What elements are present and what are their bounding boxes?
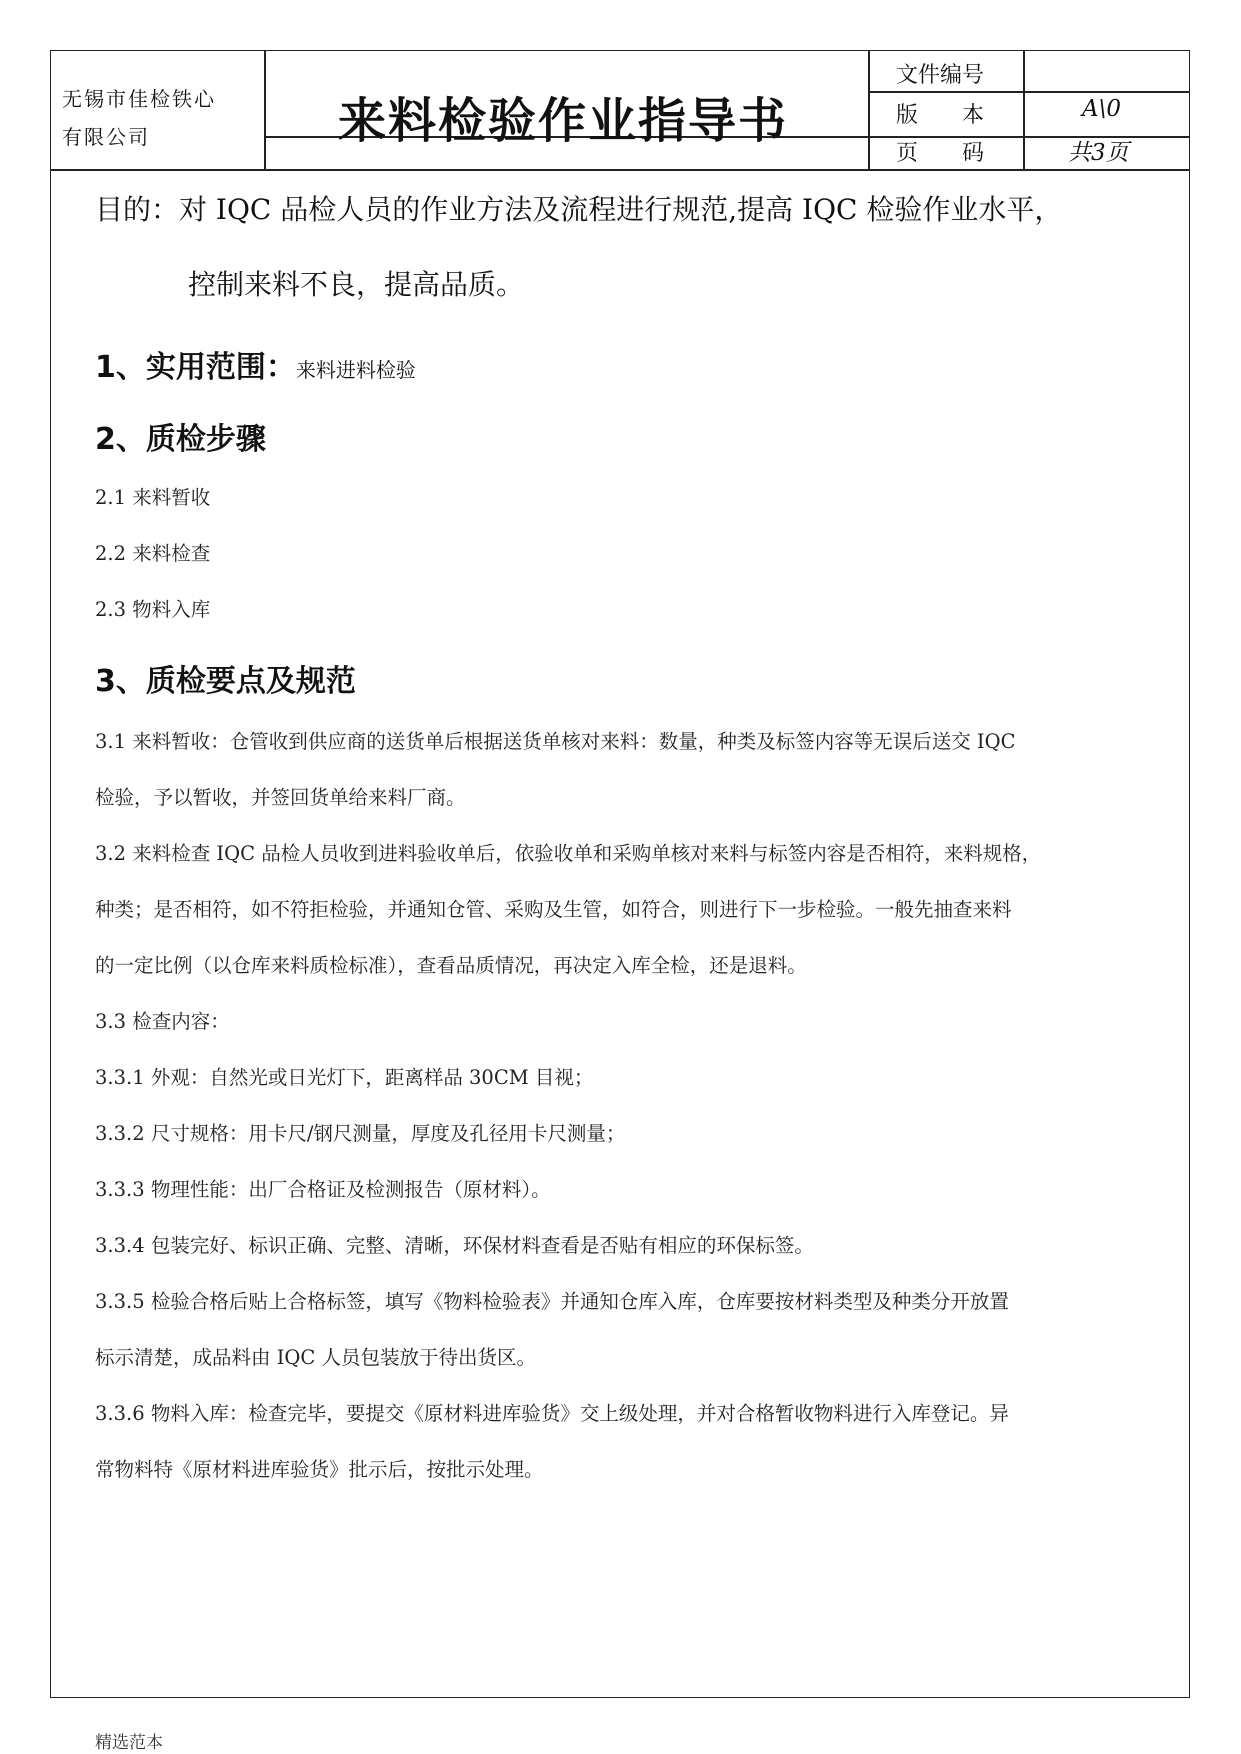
section3-heading: 3、质检要点及规范	[95, 664, 356, 699]
section3-line: 常物料特《原材料进库验货》批示后，按批示处理。	[95, 1458, 544, 1481]
section1-scope-text: 来料进料检验	[295, 358, 416, 382]
section2-heading: 2、质检步骤	[95, 422, 266, 457]
section2-item-1: 2.1 来料暂收	[95, 486, 211, 509]
company-name	[62, 80, 252, 156]
section3-line: 检验，予以暂收，并签回货单给来料厂商。	[95, 786, 466, 809]
doc-no-label: 文件编号	[896, 63, 985, 88]
version-value: A\0	[1082, 96, 1121, 122]
page-count-value: 共3页	[1068, 140, 1129, 166]
purpose-line1: 目的：对 IQC 品检人员的作业方法及流程进行规范,提高 IQC 检验作业水平，	[95, 193, 1063, 226]
header-divider-company	[264, 50, 266, 170]
section3-line: 3.3.4 包装完好、标识正确、完整、清晰，环保材料查看是否贴有相应的环保标签。	[95, 1234, 814, 1257]
section3-line: 的一定比例（以仓库来料质检标准），查看品质情况，再决定入库全检，还是退料。	[95, 954, 807, 977]
section2-item-3: 2.3 物料入库	[95, 598, 211, 621]
footer-label: 精选范本	[95, 1733, 163, 1753]
header-bottom-line	[50, 169, 1190, 171]
section3-line: 种类；是否相符，如不符拒检验，并通知仓管、采购及生管，如符合，则进行下一步检验。一般先抽查来料	[95, 898, 1012, 921]
header-divider-values	[1023, 50, 1025, 170]
version-label: 版 本	[896, 103, 985, 128]
purpose-line2: 控制来料不良，提高品质。	[188, 268, 525, 301]
section3-line: 3.3.6 物料入库：检查完毕，要提交《原材料进库验货》交上级处理，并对合格暂收物料进行入库登记。异	[95, 1402, 1009, 1425]
section3-line: 3.2 来料检查 IQC 品检人员收到进料验收单后，依验收单和采购单核对来料与标签内容是否相符，来料规格，	[95, 842, 1042, 865]
section3-line: 3.3.2 尺寸规格：用卡尺/钢尺测量，厚度及孔径用卡尺测量；	[95, 1122, 626, 1145]
page-label: 页 码	[896, 141, 985, 166]
section2-item-2: 2.2 来料检查	[95, 542, 211, 565]
section3-line: 3.3 检查内容：	[95, 1010, 230, 1033]
document-title: 来料检验作业指导书	[338, 93, 789, 149]
header-divider-fields	[868, 50, 870, 170]
section3-line: 3.3.5 检验合格后贴上合格标签，填写《物料检验表》并通知仓库入库，仓库要按材料类型及种类分开放置	[95, 1290, 1009, 1313]
section3-line: 3.3.1 外观：自然光或日光灯下，距离样品 30CM 目视；	[95, 1066, 594, 1089]
section3-line: 3.3.3 物理性能：出厂合格证及检测报告（原材料）。	[95, 1178, 551, 1201]
section3-line: 标示清楚，成品料由 IQC 人员包装放于待出货区。	[95, 1346, 537, 1369]
header-row-line-1	[868, 91, 1190, 93]
company-name-line2: 有限公司	[62, 125, 150, 149]
section3-line: 3.1 来料暂收：仓管收到供应商的送货单后根据送货单核对来料：数量，种类及标签内容等无误后送交 IQC	[95, 730, 1016, 753]
company-name-line1: 无锡市佳检铁心	[62, 87, 216, 111]
section1-title: 1、实用范围：	[95, 350, 296, 385]
section1-heading	[95, 342, 1135, 386]
